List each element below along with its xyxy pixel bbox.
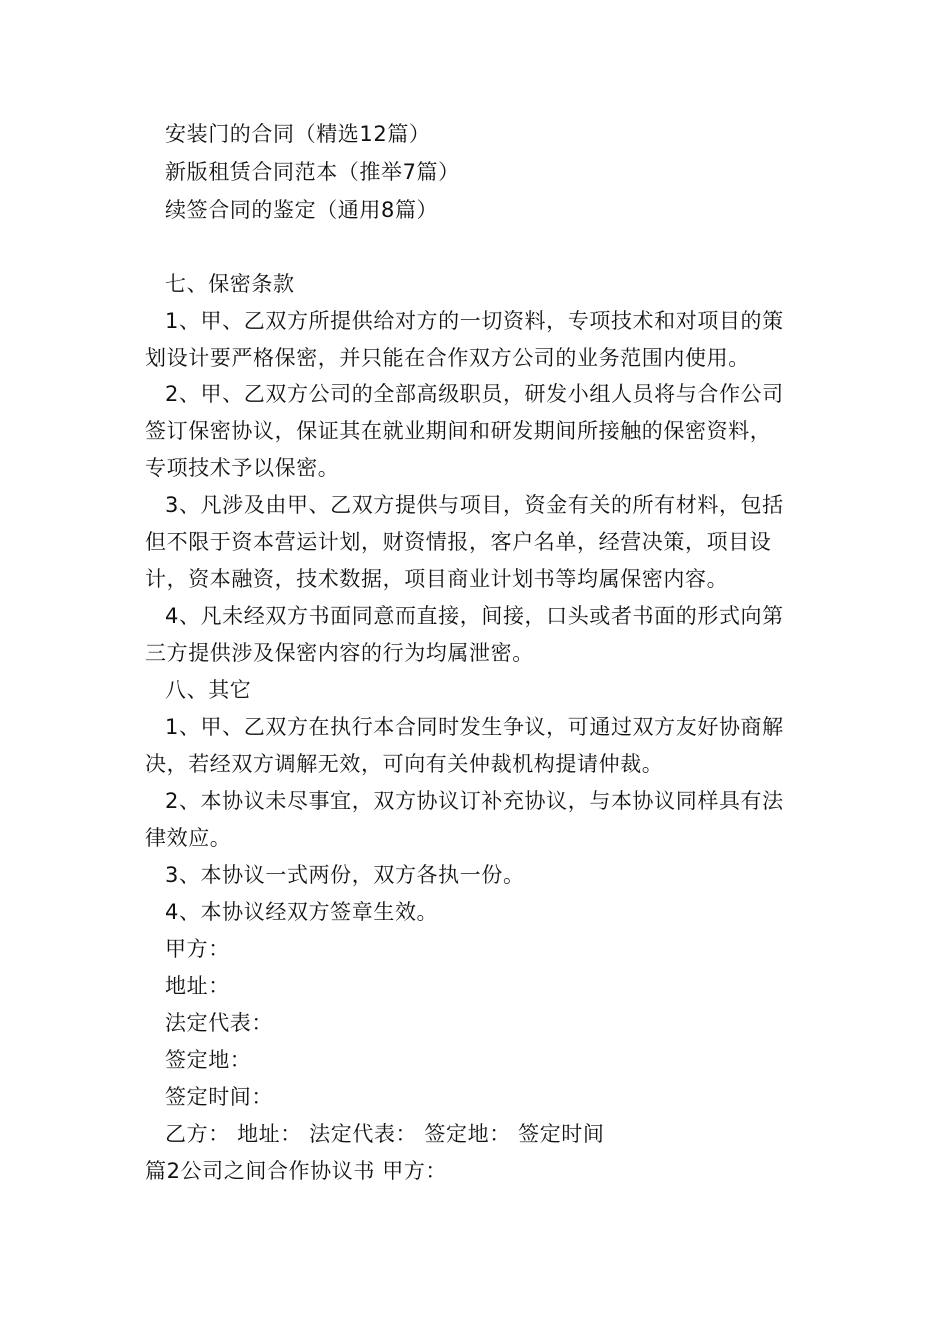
paragraph-line: 划设计要严格保密，并只能在合作双方公司的业务范围内使用。	[145, 346, 750, 370]
signature-place: 签定地：	[165, 1048, 252, 1072]
section-heading-confidentiality: 七、保密条款	[165, 272, 295, 296]
signature-legal-rep: 法定代表：	[165, 1011, 273, 1035]
paragraph-line: 1、甲、乙双方所提供给对方的一切资料，专项技术和对项目的策	[165, 309, 784, 333]
related-link-2[interactable]: 新版租赁合同范本（推举7篇）	[165, 160, 460, 184]
paragraph-line: 2、甲、乙双方公司的全部高级职员，研发小组人员将与合作公司	[165, 382, 784, 406]
paragraph-line: 4、本协议经双方签章生效。	[165, 900, 439, 924]
related-link-3[interactable]: 续签合同的鉴定（通用8篇）	[165, 198, 439, 222]
paragraph-line: 3、凡涉及由甲、乙双方提供与项目，资金有关的所有材料，包括	[165, 493, 784, 517]
next-article-title: 篇2公司之间合作协议书 甲方：	[145, 1159, 448, 1183]
signature-party-a: 甲方：	[165, 937, 230, 961]
paragraph-line: 三方提供涉及保密内容的行为均属泄密。	[145, 641, 534, 665]
paragraph-line: 签订保密协议，保证其在就业期间和研发期间所接触的保密资料，	[145, 419, 772, 443]
signature-address: 地址：	[165, 974, 230, 998]
related-link-1[interactable]: 安装门的合同（精选12篇）	[165, 122, 431, 146]
paragraph-line: 决，若经双方调解无效，可向有关仲裁机构提请仲裁。	[145, 752, 664, 776]
paragraph-line: 4、凡未经双方书面同意而直接，间接，口头或者书面的形式向第	[165, 604, 784, 628]
section-heading-other: 八、其它	[165, 678, 252, 702]
paragraph-line: 2、本协议未尽事宜，双方协议订补充协议，与本协议同样具有法	[165, 789, 784, 813]
paragraph-line: 3、本协议一式两份，双方各执一份。	[165, 863, 525, 887]
paragraph-line: 1、甲、乙双方在执行本合同时发生争议，可通过双方友好协商解	[165, 715, 784, 739]
signature-time: 签定时间：	[165, 1085, 273, 1109]
paragraph-line: 律效应。	[145, 826, 232, 850]
paragraph-line: 计，资本融资，技术数据，项目商业计划书等均属保密内容。	[145, 567, 729, 591]
paragraph-line: 专项技术予以保密。	[145, 456, 340, 480]
signature-party-b: 乙方： 地址： 法定代表： 签定地： 签定时间	[165, 1122, 605, 1146]
paragraph-line: 但不限于资本营运计划，财资情报，客户名单，经营决策，项目设	[145, 530, 772, 554]
